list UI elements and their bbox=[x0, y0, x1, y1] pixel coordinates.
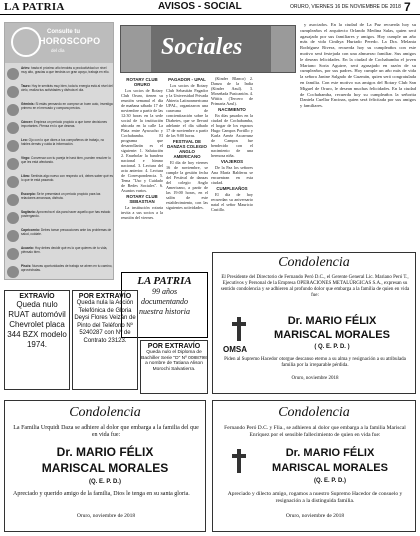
pisces-icon bbox=[7, 266, 19, 278]
sign-tauro: Tauro: Hoy te sentirás muy bien, toda tu energía está al nivel del cielo, realiza tus actividades y disfruta el día. bbox=[7, 85, 113, 98]
article-column-1 bbox=[121, 76, 163, 270]
omsa-logo: OMSA bbox=[223, 345, 247, 354]
deceased-surname: MARISCAL MORALES bbox=[274, 329, 390, 341]
article-column-2 bbox=[166, 76, 208, 270]
condolence-date: Oruro, noviembre de 2018 bbox=[76, 513, 136, 519]
classified-2 bbox=[72, 290, 138, 390]
condolence-text: Fernando Peró D.C. y Flia., se adhieren al dolor que embarga a la familia Mariscal Enríquez por el sensible fallecimiento de quien en vida fue: bbox=[224, 425, 406, 438]
article-body: El día de hoy recuerdan su aniversario natal el señor Mauricio Castillo. bbox=[211, 192, 253, 212]
article-body: Los socios de Rotary Club Sebastián Pagador y la Universidad Privada Abierta Latinoamericana UPAL, organizaron una caravana de concientización sobre la Diabetes, que se llevará adelante el día sábado 17 de noviembre a partir de las 9:00 horas. bbox=[166, 83, 208, 138]
deceased-name: Dr. MARIO FÉLIX bbox=[287, 315, 377, 327]
classified-text: Queda nulo el Diploma de Bachiller Serie "D" Nº 0088798 a nombre de Tatiana Alison Morochi Salvatierra. bbox=[141, 350, 207, 372]
classified-text: Queda nulo RUAT automóvil Chevrolet placa 344 BZX modelo 1974. bbox=[7, 300, 67, 349]
article-body: La institución rotaria invita a sus socios a la reunión del viernes. bbox=[121, 205, 163, 220]
scorpio-icon bbox=[7, 194, 19, 206]
article-body: Los socios de Rotary Club Oruro, tienen su reunión semanal el día de mañana sábado 17 de noviembre a partir de las 12:30 horas en la sede social de la institución ubicada en la calle La Plata entre Ayacucho y Cochabamba. El programa que desarrollarán es el siguiente: 1. Salutación 2. Enarbolar la bandera nacional e himno nacional. 3. Lectura del acta anterior. 4. Lectura de Correspondencia. 5. Tema "Uso y Cuidado de Redes Sociales". 6. Asuntos varios. bbox=[121, 88, 163, 193]
deceased-surname: MARISCAL MORALES bbox=[41, 461, 169, 475]
sociales-title: Sociales bbox=[161, 34, 243, 60]
article-heading: VIAJEROS bbox=[220, 159, 244, 164]
cancer-icon bbox=[7, 122, 19, 134]
classified-title: POR EXTRAVÍO bbox=[147, 343, 201, 350]
aquarius-icon bbox=[7, 248, 19, 260]
condolence-pero bbox=[212, 400, 416, 532]
condolence-text: Apreciado y dilecto amigo, rogamos a nuestro Supremo Hacedor de consuelo y resignación a la distinguida familia. bbox=[227, 491, 403, 504]
condolence-date: Oruro, noviembre 2018 bbox=[291, 376, 339, 381]
sign-piscis: Piscis: Nuevas oportunidades de trabajo se abren en tu camino, aprovéchalas. bbox=[7, 265, 113, 278]
sign-aries: Aries: hasta el próximo año tendrás a productividad un nivel muy alto, gracias a que tendrás un gran apoyo, trabaja en ello. bbox=[7, 67, 113, 80]
deceased-name: Dr. MARIO FÉLIX bbox=[285, 447, 375, 459]
horoscope-title: HOROSCOPO bbox=[39, 36, 101, 46]
qepd-label: (Q. E. P. D.) bbox=[314, 478, 346, 484]
ad-line: documentando bbox=[140, 297, 189, 306]
condolence-title: Condolencia bbox=[278, 255, 350, 270]
qepd-label: (Q. E. P. D.) bbox=[89, 479, 121, 485]
classified-title: POR EXTRAVÍO bbox=[78, 293, 132, 300]
deceased-name: Dr. MARIO FÉLIX bbox=[56, 445, 154, 459]
condolence-urquidi bbox=[4, 400, 206, 532]
condolence-text: El Presidente del Directorio de Fernando Peró D.C., el Gerente General Lic. Mariano Peró T., Ejecutivos y Personal de la Empresa OPERACIONES METALÚRGICAS S.A., expresan su sentido condolencia y se adhieren al profundo dolor que embarga a la familia de quien en vida fue: bbox=[220, 275, 410, 298]
ad-brand: LA PATRIA bbox=[137, 275, 192, 287]
sign-escorpio: Escorpio: Se te presentará un periodo propicio para las relaciones amorosas, disfruta. bbox=[7, 193, 113, 206]
sign-capricornio: Capricornio: Debes tomar precauciones ante los problemas de salud, cuídate. bbox=[7, 229, 113, 242]
sociales-banner bbox=[120, 25, 296, 73]
sign-sagitario: Sagitario: Aprovecha el día para hacer aquello que has estado postergando. bbox=[7, 211, 113, 224]
page-header bbox=[0, 0, 420, 15]
horoscope-line3: del día bbox=[51, 48, 65, 53]
horoscope-line1: Consulte tu bbox=[47, 29, 80, 35]
horoscope-header bbox=[5, 23, 114, 63]
sagittarius-icon bbox=[7, 212, 19, 224]
article-heading: ROTARY CLUB SEBASTIAN bbox=[126, 194, 158, 204]
article-body: En días pasados en la ciudad de Cochabamba, el hogar de los esposos Hugo Campos Portillo y Karla Arnéz Ascarrunz de Campos fue bendecido con el nacimiento de una hermosa niña. bbox=[211, 113, 253, 158]
sign-acuario: Acuario: Hoy debes decidir qué es lo que quieres de tu vida, piénsalo bien. bbox=[7, 247, 113, 260]
aries-icon bbox=[7, 68, 19, 80]
page-number: 7 bbox=[404, 0, 411, 14]
zodiac-wheel-icon bbox=[11, 27, 41, 57]
horoscope-panel bbox=[4, 22, 114, 280]
article-heading: FESTIVAL DE DANZAS COLEGIO ANGLO AMERICANO bbox=[167, 139, 207, 159]
condolence-title: Condolencia bbox=[278, 405, 350, 420]
classified-title: EXTRAVÍO bbox=[19, 293, 55, 300]
gemini-icon bbox=[7, 104, 19, 116]
section-title: AVISOS - SOCIAL bbox=[158, 1, 242, 12]
condolence-title: Condolencia bbox=[69, 405, 141, 420]
sign-virgo: Virgo: Conversar con tu pareja te hará bien, pueden resolver lo que les está afectando. bbox=[7, 157, 113, 170]
article-heading: CUMPLEAÑOS bbox=[216, 186, 248, 191]
sign-leo: Leo: Ojo con lo que dices a tus compañeros de trabajo, no hables demás y cuida la información. bbox=[7, 139, 113, 152]
qepd-label: ( Q. E. P. D. ) bbox=[314, 344, 350, 350]
deceased-surname: MARISCAL MORALES bbox=[272, 462, 388, 474]
newspaper-logo: LA PATRIA bbox=[4, 1, 65, 13]
libra-icon bbox=[7, 176, 19, 188]
issue-date: ORURO, VIERNES 16 DE NOVIEMBRE DE 2018 bbox=[290, 4, 401, 10]
article-body: El día de hoy viernes 16 de noviembre, se cumple la gestión fecha del Festival de danzas del colegio Anglo Americano, a partir de las 19:00 horas, en el salón de este establecimiento, con las siguientes actividades. bbox=[166, 160, 208, 210]
flower-ornament-right-icon bbox=[271, 26, 295, 72]
flower-ornament-left-icon bbox=[121, 26, 151, 72]
article-column-4 bbox=[300, 22, 416, 250]
taurus-icon bbox=[7, 86, 19, 98]
condolence-text: Apreciado y querido amigo de la familia, Dios le tenga en su santa gloria. bbox=[13, 491, 190, 497]
article-heading: PAGADOR - UPAL bbox=[168, 77, 206, 82]
sign-cancer: Cáncer: Empieza un periodo propicio a que tome decisiones importantes. Piensa en lo que deseas. bbox=[7, 121, 113, 134]
classified-3 bbox=[140, 340, 208, 394]
condolence-omsa bbox=[212, 252, 416, 394]
capricorn-icon bbox=[7, 230, 19, 242]
leo-icon bbox=[7, 140, 19, 152]
sign-libra: Libra: Sentirás algo nuevo con respecto a ti, debes saber qué es lo que te está pasando. bbox=[7, 175, 113, 188]
classified-text: Queda nula la Acción Telefónica de Gloria Deysi Flores Veizán de Pinto del Teléfono Nº 5240287 con Nº de Contrato 23123. bbox=[74, 300, 136, 344]
sign-geminis: Géminis: Si estás pensando en comprar un buen auto, investiga primero en el mercado y compara precios. bbox=[7, 103, 113, 116]
article-body: y asociados. En la ciudad de La Paz recuerda hoy su cumpleaños el arquitecto Orlando Medina Salas, quien será agasajado por sus familiares y amigos. Hoy cumple un año más de vida Cinthya Hurtado Peredo. La Dra. Melania Rodríguez Rivera, recuerda hoy su cumpleaños con este motivo será festejada con una almuerzo familiar. Sus amigos le desean felicidades. En la ciudad de Cochabamba el joven Mariano Soria Aguirre, será agasajado en razón de su cumpleaños, por sus padres. Hoy cumple un año más de vida la señora Janine Salgado de Guzmán, quien será congratulada en familia. Con este motivo sus amigos del Rotary Club San Miguel de Oruro, le desean muchas felicidades. En la ciudad de Cochabamba, recuerda hoy su cumpleaños la señorita Daniela Cuellar Encinas, quien será felicitada por sus amigos y familiares. bbox=[300, 22, 416, 109]
ad-line: 99 años bbox=[151, 287, 178, 296]
article-body: (Kinder Blanco) 2. Danza de la India (Kinder Azul). 3. Moseñada Pusicantón. 4. Wititis (Tercero de Primaria Azul). bbox=[211, 76, 253, 106]
virgo-icon bbox=[7, 158, 19, 170]
ad-line: nuestra historia bbox=[139, 307, 190, 316]
article-heading: ROTARY CLUB ORURO bbox=[126, 77, 158, 87]
condolence-text: Piden al Supremo Hacedor otorgue descanso eterno a su alma y resignación a su atribulada familia por la irreparable pérdida. bbox=[224, 357, 406, 368]
condolence-date: Oruro, noviembre de 2018 bbox=[285, 513, 345, 519]
article-heading: NACIMIENTO bbox=[218, 107, 246, 112]
condolence-text: La Familia Urquidi Daza se adhiere al dolor que embarga a la familia del que en vida fue: bbox=[13, 425, 199, 438]
article-body: De la Paz los señores Ana María Balderas se encuentran en esta ciudad. bbox=[211, 165, 253, 185]
classified-1 bbox=[4, 290, 70, 390]
